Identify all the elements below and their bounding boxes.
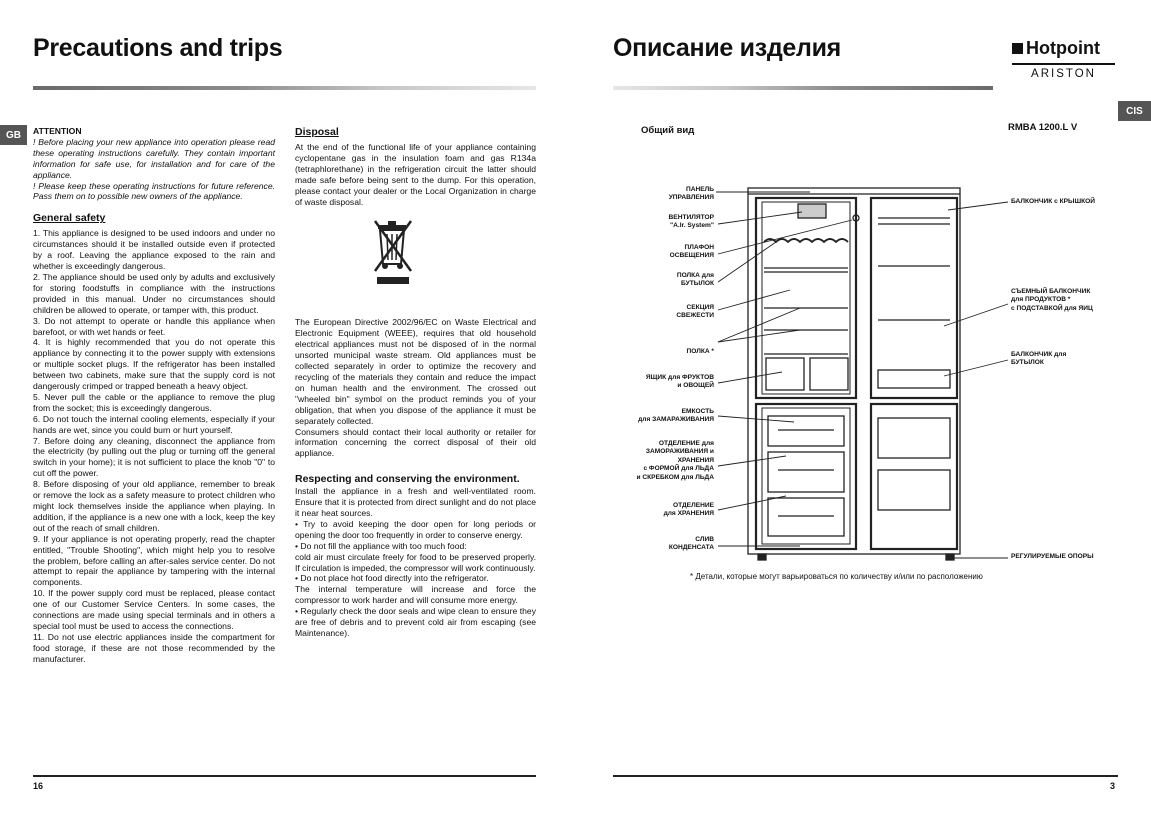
diagram-footnote: * Детали, которые могут варьироваться по количеству и/или по расположению — [690, 572, 983, 581]
safety-item: 11. Do not use electric appliances inside the compartment for food storage, if these are not those recommended by the manufacturer. — [33, 631, 275, 664]
label-bottle-shelf: ПОЛКА для БУТЫЛОК — [676, 272, 714, 288]
safety-item: 1. This appliance is designed to be used indoors and under no circumstances should it be installed outside even if protected by a roof. Leaving the appliance exposed to the rain and whether is exceedingly dangerous. — [33, 228, 275, 272]
safety-item: 6. Do not touch the internal cooling elements, especially if your hands are wet, since you could burn or hurt yourself. — [33, 413, 275, 435]
label-fan: ВЕНТИЛЯТОР "A.Ir. System" — [668, 214, 714, 230]
page-number-right: 3 — [1110, 781, 1116, 791]
environment-item: The internal temperature will increase and force the compressor to work harder and will consume more energy. — [295, 584, 536, 606]
language-tab-cis: CIS — [1118, 101, 1151, 121]
environment-item: cold air must circulate freely for food to be preserved properly. If circulation is impeded, the compressor will work continuously. — [295, 551, 536, 573]
safety-item: 5. Never pull the cable or the appliance to remove the plug from the socket; this is exceedingly dangerous. — [33, 391, 275, 413]
label-fresh-section: СЕКЦИЯ СВЕЖЕСТИ — [676, 304, 714, 320]
label-crisper: ЯЩИК для ФРУКТОВ и ОВОЩЕЙ — [645, 374, 714, 390]
label-freezing-tray: ЕМКОСТЬ для ЗАМАРАЖИВАНИЯ — [638, 408, 714, 424]
safety-item: 4. It is highly recommended that you do not operate this appliance by connecting it to the power supply with extensions or multiple socket plugs. If the refrigerator has been installed between two cabinets, make sure that the supply cord is not dangerously crimped or trapped beneath a heavy object. — [33, 337, 275, 392]
brand-name: Hotpoint — [1026, 38, 1100, 58]
hotpoint-ariston-logo — [1012, 38, 1115, 88]
environment-item: Install the appliance in a fresh and well-ventilated room. Ensure that it is protected from direct sunlight and do not place it near heat sources. — [295, 486, 536, 519]
safety-item: 2. The appliance should be used only by adults and exclusively for storing foodstuffs in compliance with the instructions provided in this manual. Under no circumstances should children be allowed to operate, or tamper with, this product. — [33, 271, 275, 315]
safety-item: 7. Before doing any cleaning, disconnect the appliance from the electricity (by pulling out the plug or turning off the general switch in your home); it is not sufficient to place the knob "0" to cut off the power. — [33, 435, 275, 479]
page-number-left: 16 — [33, 781, 44, 791]
model-label: RMBA 1200.L V — [1008, 122, 1078, 133]
brand-square-icon — [1012, 43, 1023, 54]
environment-item: • Try to avoid keeping the door open for long periods or opening the door too frequently in order to conserve energy. — [295, 518, 536, 540]
attention-p2: ! Please keep these operating instructions for future reference. Pass them on to possible new owners of the appliance. — [33, 180, 275, 202]
safety-item: 10. If the power supply cord must be replaced, please contact one of our Customer Service Centers. In some cases, the connections are made using special terminals and in others a special tool must be used to access the connections. — [33, 588, 275, 631]
label-covered-balcony: БАЛКОНЧИК с КРЫШКОЙ — [1011, 198, 1095, 205]
disposal-column — [295, 126, 536, 639]
disposal-p2: The European Directive 2002/96/EC on Waste Electrical and Electronic Equipment (WEEE), requires that old household electrical appliances must not be disposed of in the normal unsorted municipal waste stream. Old appliances must be collected separately in order to optimize the recovery and recycling of the materials they contain and reduce the impact on human health and the environment. The crossed out "wheeled bin" symbol on the product reminds you of your obligation, that when you dispose of the appliance it must be separately collected. — [295, 317, 536, 426]
label-drain: СЛИВ КОНДЕНСАТА — [668, 536, 714, 552]
language-tab-gb: GB — [0, 125, 27, 145]
environment-item: • Do not fill the appliance with too much food: — [295, 540, 467, 551]
disposal-heading: Disposal — [295, 126, 339, 138]
safety-item: 3. Do not attempt to operate or handle this appliance when barefoot, or with wet hands or feet. — [33, 315, 275, 337]
attention-p1: ! Before placing your new appliance into operation please read these operating instructions carefully. They contain important information for safe use, for installation and for care of the appliance. — [33, 136, 275, 180]
overview-label: Общий вид — [641, 125, 695, 136]
label-control-panel: ПАНЕЛЬ УПРАВЛЕНИЯ — [668, 186, 714, 202]
safety-item: 8. Before disposing of your old appliance, remember to break or remove the lock as a safety measure to protect children who might lock themselves inside the appliance when playing. In addition, if the appliance is a new one with a lock, keep the key out of the reach of small children. — [33, 479, 275, 533]
environment-item: • Do not place hot food directly into the refrigerator. — [295, 573, 489, 584]
label-light: ПЛАФОН ОСВЕЩЕНИЯ — [669, 244, 714, 260]
environment-item: • Regularly check the door seals and wipe clean to ensure they are free of debris and to prevent cold air from escaping (see Maintenance). — [295, 606, 536, 638]
page-title-left: Precautions and trips — [33, 34, 283, 62]
disposal-p1: At the end of the functional life of your appliance containing cyclopentane gas in the insulation foam and gas R134a (tetraphlorethane) in the refrigeration circuit the latter should made safe before being sent to the dump. For this operation, please contact your dealer or the Local Organization in charge of waste disposal. — [295, 142, 536, 207]
label-freezer-compartment: ОТДЕЛЕНИЕ для ЗАМОРАЖИВАНИЯ и ХРАНЕНИЯ с ФОРМОЙ для ЛЬДА и СКРЕБКОМ для ЛЬДА — [636, 440, 714, 481]
header-gradient-bar-right — [613, 86, 993, 90]
header-gradient-bar-left — [33, 86, 536, 90]
label-shelf: ПОЛКА * — [686, 348, 714, 355]
label-adjustable-feet: РЕГУЛИРУЕМЫЕ ОПОРЫ — [1011, 553, 1094, 560]
footer-rule-left — [33, 775, 536, 777]
label-egg-balcony: СЪЕМНЫЙ БАЛКОНЧИК для ПРОДУКТОВ * с ПОДСТАВКОЙ для ЯИЦ — [1011, 288, 1093, 312]
attention-heading: ATTENTION — [33, 126, 82, 136]
general-safety-heading: General safety — [33, 212, 106, 225]
disposal-p3: Consumers should contact their local authority or retailer for information concerning the correct disposal of their old appliance. — [295, 426, 536, 459]
footer-rule-right — [613, 775, 1118, 777]
left-column — [33, 126, 275, 665]
safety-item: 9. If your appliance is not operating properly, read the chapter entitled, "Trouble Shooting", which might help you to resolve the problem, before calling an after-sales service center. Do not attempt to repair the appliance by tampering with the internal components. — [33, 533, 275, 588]
page-title-right: Описание изделия — [613, 34, 841, 62]
label-bottle-balcony: БАЛКОНЧИК для БУТЫЛОК — [1011, 351, 1067, 367]
environment-heading: Respecting and conserving the environment. — [295, 473, 520, 486]
weee-bin-icon — [295, 207, 536, 297]
sub-brand-name: ARISTON — [1031, 67, 1096, 80]
label-storage-compartment: ОТДЕЛЕНИЕ для ХРАНЕНИЯ — [663, 502, 714, 518]
